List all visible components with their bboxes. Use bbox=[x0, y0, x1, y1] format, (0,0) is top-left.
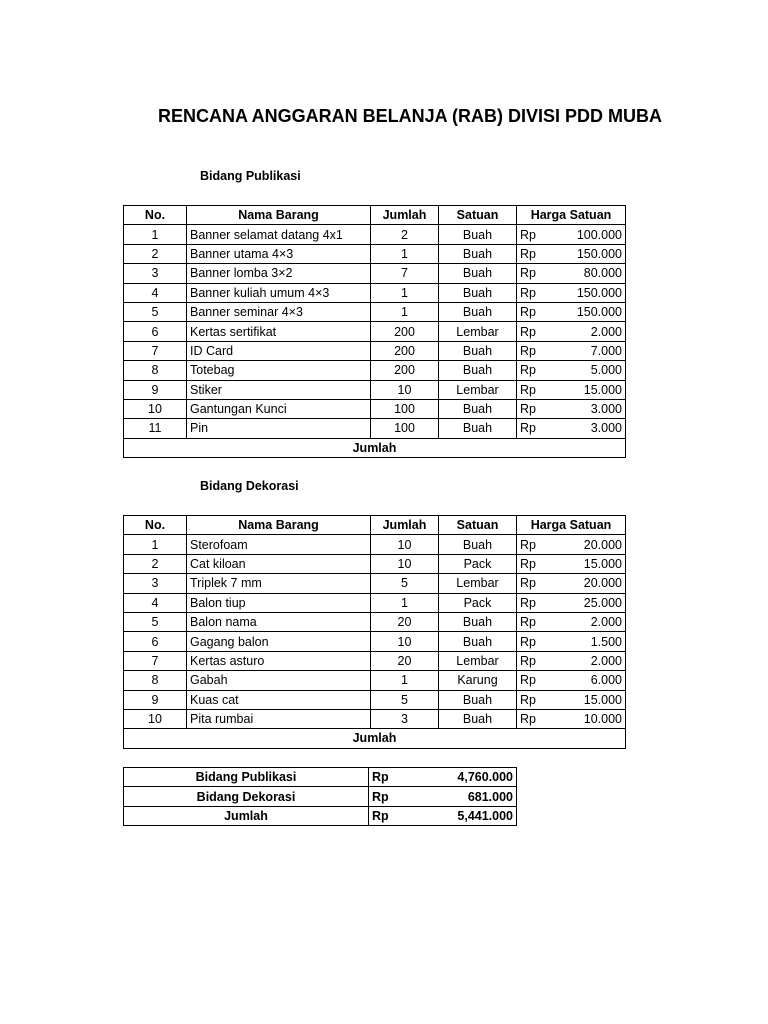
currency-label: Rp bbox=[372, 789, 389, 804]
header-jumlah: Jumlah bbox=[371, 206, 439, 225]
currency-label: Rp bbox=[520, 285, 536, 300]
cell-harga-satuan bbox=[517, 244, 626, 263]
table-row bbox=[124, 380, 626, 399]
currency-label: Rp bbox=[520, 227, 536, 242]
price-amount: 10.000 bbox=[583, 712, 622, 727]
table-footer-row bbox=[124, 438, 626, 457]
cell-jumlah: 10 bbox=[371, 554, 439, 573]
cell-jumlah: 1 bbox=[371, 244, 439, 263]
currency-label: Rp bbox=[520, 537, 536, 552]
cell-jumlah: 20 bbox=[371, 651, 439, 670]
currency-label: Rp bbox=[520, 363, 536, 378]
summary-label: Jumlah bbox=[124, 806, 369, 825]
cell-nama-barang: Balon nama bbox=[187, 612, 371, 631]
cell-no: 7 bbox=[124, 341, 187, 360]
price-amount: 20.000 bbox=[583, 576, 622, 591]
cell-nama-barang: Kuas cat bbox=[187, 690, 371, 709]
cell-no: 3 bbox=[124, 574, 187, 593]
cell-nama-barang: Banner kuliah umum 4×3 bbox=[187, 283, 371, 302]
summary-amount: 4,760.000 bbox=[457, 770, 513, 785]
cell-satuan: Buah bbox=[439, 419, 517, 438]
cell-satuan: Buah bbox=[439, 612, 517, 631]
cell-nama-barang: Gantungan Kunci bbox=[187, 399, 371, 418]
section-label-publikasi: Bidang Publikasi bbox=[200, 169, 301, 183]
price-amount: 7.000 bbox=[590, 343, 622, 358]
cell-satuan: Buah bbox=[439, 535, 517, 554]
table-row bbox=[124, 632, 626, 651]
cell-no: 7 bbox=[124, 651, 187, 670]
cell-jumlah: 10 bbox=[371, 535, 439, 554]
cell-harga-satuan bbox=[517, 361, 626, 380]
currency-label: Rp bbox=[520, 266, 536, 281]
cell-satuan: Buah bbox=[439, 690, 517, 709]
summary-amount-cell bbox=[369, 768, 517, 787]
table-row bbox=[124, 244, 626, 263]
cell-no: 6 bbox=[124, 632, 187, 651]
cell-harga-satuan bbox=[517, 341, 626, 360]
cell-jumlah: 200 bbox=[371, 322, 439, 341]
section-label-dekorasi: Bidang Dekorasi bbox=[200, 479, 299, 493]
cell-harga-satuan bbox=[517, 612, 626, 631]
summary-row bbox=[124, 768, 517, 787]
summary-amount: 681.000 bbox=[467, 789, 513, 804]
table-footer-row bbox=[124, 729, 626, 748]
price-amount: 3.000 bbox=[590, 421, 622, 436]
cell-satuan: Buah bbox=[439, 399, 517, 418]
cell-harga-satuan bbox=[517, 535, 626, 554]
publikasi-table bbox=[123, 205, 626, 458]
currency-label: Rp bbox=[520, 712, 536, 727]
cell-jumlah: 7 bbox=[371, 264, 439, 283]
currency-label: Rp bbox=[520, 324, 536, 339]
footer-jumlah: Jumlah bbox=[124, 438, 626, 457]
summary-amount-cell bbox=[369, 806, 517, 825]
cell-satuan: Buah bbox=[439, 361, 517, 380]
currency-label: Rp bbox=[372, 808, 389, 823]
cell-no: 10 bbox=[124, 709, 187, 728]
cell-jumlah: 100 bbox=[371, 419, 439, 438]
cell-nama-barang: Balon tiup bbox=[187, 593, 371, 612]
summary-row bbox=[124, 806, 517, 825]
cell-satuan: Karung bbox=[439, 671, 517, 690]
cell-harga-satuan bbox=[517, 632, 626, 651]
cell-no: 4 bbox=[124, 593, 187, 612]
currency-label: Rp bbox=[520, 421, 536, 436]
cell-harga-satuan bbox=[517, 283, 626, 302]
cell-no: 8 bbox=[124, 361, 187, 380]
header-harga-satuan: Harga Satuan bbox=[517, 206, 626, 225]
cell-satuan: Buah bbox=[439, 709, 517, 728]
price-amount: 2.000 bbox=[590, 653, 622, 668]
header-no: No. bbox=[124, 516, 187, 535]
header-nama-barang: Nama Barang bbox=[187, 516, 371, 535]
price-amount: 150.000 bbox=[576, 305, 622, 320]
price-amount: 80.000 bbox=[583, 266, 622, 281]
cell-harga-satuan bbox=[517, 380, 626, 399]
cell-harga-satuan bbox=[517, 709, 626, 728]
cell-harga-satuan bbox=[517, 264, 626, 283]
cell-no: 11 bbox=[124, 419, 187, 438]
price-amount: 15.000 bbox=[583, 692, 622, 707]
currency-label: Rp bbox=[520, 305, 536, 320]
header-harga-satuan: Harga Satuan bbox=[517, 516, 626, 535]
cell-nama-barang: Triplek 7 mm bbox=[187, 574, 371, 593]
cell-jumlah: 5 bbox=[371, 574, 439, 593]
cell-no: 6 bbox=[124, 322, 187, 341]
cell-nama-barang: Gagang balon bbox=[187, 632, 371, 651]
table-row bbox=[124, 419, 626, 438]
cell-nama-barang: Pita rumbai bbox=[187, 709, 371, 728]
table-row bbox=[124, 554, 626, 573]
summary-label: Bidang Dekorasi bbox=[124, 787, 369, 806]
table-row bbox=[124, 399, 626, 418]
cell-nama-barang: Kertas asturo bbox=[187, 651, 371, 670]
cell-satuan: Lembar bbox=[439, 574, 517, 593]
cell-no: 2 bbox=[124, 554, 187, 573]
price-amount: 5.000 bbox=[590, 363, 622, 378]
cell-jumlah: 1 bbox=[371, 302, 439, 321]
table-row bbox=[124, 593, 626, 612]
cell-jumlah: 1 bbox=[371, 283, 439, 302]
price-amount: 15.000 bbox=[583, 556, 622, 571]
cell-no: 1 bbox=[124, 225, 187, 244]
price-amount: 150.000 bbox=[576, 285, 622, 300]
price-amount: 100.000 bbox=[576, 227, 622, 242]
cell-nama-barang: Banner utama 4×3 bbox=[187, 244, 371, 263]
currency-label: Rp bbox=[520, 556, 536, 571]
cell-no: 4 bbox=[124, 283, 187, 302]
summary-amount-cell bbox=[369, 787, 517, 806]
footer-jumlah: Jumlah bbox=[124, 729, 626, 748]
price-amount: 20.000 bbox=[583, 537, 622, 552]
cell-satuan: Lembar bbox=[439, 380, 517, 399]
table-row bbox=[124, 651, 626, 670]
cell-satuan: Buah bbox=[439, 283, 517, 302]
cell-satuan: Buah bbox=[439, 225, 517, 244]
cell-no: 10 bbox=[124, 399, 187, 418]
price-amount: 1.500 bbox=[590, 634, 622, 649]
cell-nama-barang: Banner lomba 3×2 bbox=[187, 264, 371, 283]
cell-jumlah: 200 bbox=[371, 341, 439, 360]
cell-no: 9 bbox=[124, 380, 187, 399]
cell-satuan: Buah bbox=[439, 341, 517, 360]
table-row bbox=[124, 535, 626, 554]
cell-nama-barang: Kertas sertifikat bbox=[187, 322, 371, 341]
cell-jumlah: 1 bbox=[371, 671, 439, 690]
header-satuan: Satuan bbox=[439, 206, 517, 225]
currency-label: Rp bbox=[520, 634, 536, 649]
price-amount: 2.000 bbox=[590, 324, 622, 339]
cell-jumlah: 2 bbox=[371, 225, 439, 244]
price-amount: 3.000 bbox=[590, 402, 622, 417]
cell-satuan: Pack bbox=[439, 554, 517, 573]
cell-nama-barang: Banner selamat datang 4x1 bbox=[187, 225, 371, 244]
table-row bbox=[124, 341, 626, 360]
cell-harga-satuan bbox=[517, 302, 626, 321]
summary-table bbox=[123, 767, 517, 826]
cell-no: 1 bbox=[124, 535, 187, 554]
cell-satuan: Pack bbox=[439, 593, 517, 612]
cell-satuan: Lembar bbox=[439, 651, 517, 670]
cell-satuan: Lembar bbox=[439, 322, 517, 341]
cell-jumlah: 1 bbox=[371, 593, 439, 612]
cell-jumlah: 10 bbox=[371, 380, 439, 399]
table-row bbox=[124, 322, 626, 341]
cell-no: 5 bbox=[124, 302, 187, 321]
price-amount: 15.000 bbox=[583, 382, 622, 397]
cell-nama-barang: Banner seminar 4×3 bbox=[187, 302, 371, 321]
cell-satuan: Buah bbox=[439, 244, 517, 263]
table-row bbox=[124, 709, 626, 728]
price-amount: 2.000 bbox=[590, 615, 622, 630]
cell-nama-barang: Stiker bbox=[187, 380, 371, 399]
cell-harga-satuan bbox=[517, 574, 626, 593]
currency-label: Rp bbox=[520, 576, 536, 591]
cell-jumlah: 100 bbox=[371, 399, 439, 418]
currency-label: Rp bbox=[520, 653, 536, 668]
currency-label: Rp bbox=[520, 615, 536, 630]
cell-no: 9 bbox=[124, 690, 187, 709]
cell-harga-satuan bbox=[517, 593, 626, 612]
header-satuan: Satuan bbox=[439, 516, 517, 535]
table-row bbox=[124, 302, 626, 321]
table-row bbox=[124, 264, 626, 283]
cell-jumlah: 200 bbox=[371, 361, 439, 380]
table-row bbox=[124, 690, 626, 709]
cell-harga-satuan bbox=[517, 225, 626, 244]
cell-harga-satuan bbox=[517, 671, 626, 690]
table-header-row bbox=[124, 516, 626, 535]
cell-nama-barang: Cat kiloan bbox=[187, 554, 371, 573]
header-no: No. bbox=[124, 206, 187, 225]
cell-satuan: Buah bbox=[439, 302, 517, 321]
currency-label: Rp bbox=[520, 343, 536, 358]
table-header-row bbox=[124, 206, 626, 225]
cell-no: 5 bbox=[124, 612, 187, 631]
cell-harga-satuan bbox=[517, 322, 626, 341]
cell-jumlah: 5 bbox=[371, 690, 439, 709]
cell-jumlah: 10 bbox=[371, 632, 439, 651]
cell-nama-barang: Pin bbox=[187, 419, 371, 438]
cell-no: 8 bbox=[124, 671, 187, 690]
price-amount: 6.000 bbox=[590, 673, 622, 688]
cell-jumlah: 20 bbox=[371, 612, 439, 631]
header-nama-barang: Nama Barang bbox=[187, 206, 371, 225]
cell-no: 2 bbox=[124, 244, 187, 263]
table-row bbox=[124, 671, 626, 690]
header-jumlah: Jumlah bbox=[371, 516, 439, 535]
table-row bbox=[124, 612, 626, 631]
currency-label: Rp bbox=[372, 770, 389, 785]
page-title: RENCANA ANGGARAN BELANJA (RAB) DIVISI PDD MUBA bbox=[158, 106, 662, 126]
table-row bbox=[124, 361, 626, 380]
cell-harga-satuan bbox=[517, 419, 626, 438]
currency-label: Rp bbox=[520, 595, 536, 610]
dekorasi-table bbox=[123, 515, 626, 749]
cell-jumlah: 3 bbox=[371, 709, 439, 728]
currency-label: Rp bbox=[520, 673, 536, 688]
summary-row bbox=[124, 787, 517, 806]
currency-label: Rp bbox=[520, 692, 536, 707]
table-row bbox=[124, 574, 626, 593]
summary-label: Bidang Publikasi bbox=[124, 768, 369, 787]
summary-amount: 5,441.000 bbox=[457, 808, 513, 823]
currency-label: Rp bbox=[520, 402, 536, 417]
currency-label: Rp bbox=[520, 382, 536, 397]
cell-harga-satuan bbox=[517, 554, 626, 573]
table-row bbox=[124, 283, 626, 302]
cell-harga-satuan bbox=[517, 399, 626, 418]
price-amount: 25.000 bbox=[583, 595, 622, 610]
cell-nama-barang: Totebag bbox=[187, 361, 371, 380]
cell-satuan: Buah bbox=[439, 632, 517, 651]
cell-nama-barang: Sterofoam bbox=[187, 535, 371, 554]
cell-harga-satuan bbox=[517, 690, 626, 709]
cell-nama-barang: ID Card bbox=[187, 341, 371, 360]
table-row bbox=[124, 225, 626, 244]
cell-nama-barang: Gabah bbox=[187, 671, 371, 690]
cell-satuan: Buah bbox=[439, 264, 517, 283]
price-amount: 150.000 bbox=[576, 246, 622, 261]
currency-label: Rp bbox=[520, 246, 536, 261]
cell-no: 3 bbox=[124, 264, 187, 283]
cell-harga-satuan bbox=[517, 651, 626, 670]
